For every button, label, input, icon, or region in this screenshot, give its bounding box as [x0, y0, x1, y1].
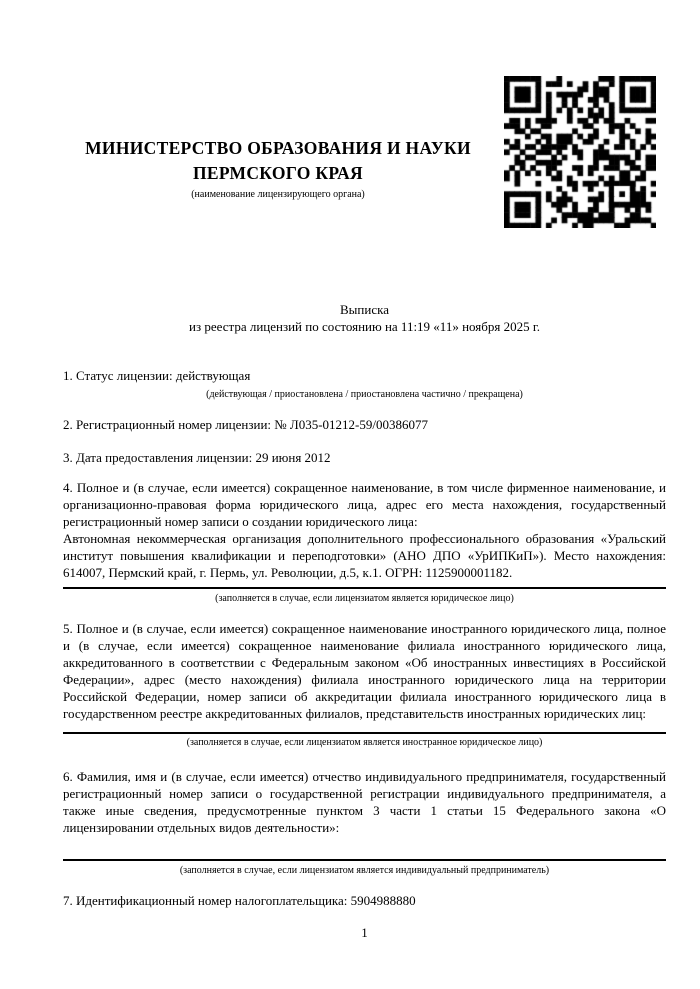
document-title-line1: Выписка	[340, 302, 389, 317]
item-legal-entity	[63, 479, 666, 605]
license-status-text: 1. Статус лицензии: действующая	[63, 368, 251, 383]
fill-line	[63, 732, 666, 734]
item-license-status	[63, 367, 666, 401]
issuer-header	[63, 136, 493, 201]
issuer-name-line1: МИНИСТЕРСТВО ОБРАЗОВАНИЯ И НАУКИ	[85, 138, 471, 158]
grant-date-text: 3. Дата предоставления лицензии: 29 июня 2012	[63, 450, 331, 465]
legal-entity-question: 4. Полное и (в случае, если имеется) сокращенное наименование, в том числе фирменное наименование, и организационно-правовая форма юридического лица, адрес его места нахождения, государственный регистрационный номер записи о создании юридического лица:	[63, 480, 666, 529]
item-foreign-entity	[63, 620, 666, 749]
foreign-entity-question: 5. Полное и (в случае, если имеется) сокращенное наименование иностранного юридического лица, полное и (в случае, если имеется) сокращенное наименование филиала иностранного юридического лица, аккредитованного в соответствии с Федеральным законом «Об иностранных инвестициях в Российской Федерации», адрес (место нахождения) филиала иностранного юридического лица на территории Российской Федерации, номер записи об аккредитации филиала иностранного юридического лица в государственном реестре аккредитованных филиалов, представительств иностранных юридических лиц:	[63, 621, 666, 721]
fill-line	[63, 587, 666, 589]
issuer-name-line2: ПЕРМСКОГО КРАЯ	[193, 163, 363, 183]
document-title	[63, 301, 666, 335]
foreign-entity-caption: (заполняется в случае, если лицензиатом является иностранное юридическое лицо)	[186, 737, 543, 748]
fill-line	[63, 859, 666, 861]
item-individual-entrepreneur	[63, 768, 666, 877]
individual-entrepreneur-question: 6. Фамилия, имя и (в случае, если имеется) отчество индивидуального предпринимателя, государственный регистрационный номер записи о государственной регистрации индивидуального предпринимателя, а также иные сведения, предусмотренные пунктом 3 части 1 статьи 15 Федерального закона «О лицензировании отдельных видов деятельности»:	[63, 769, 666, 835]
document-content	[0, 136, 700, 941]
item-registration-number	[63, 416, 666, 433]
page-number: 1	[361, 925, 368, 940]
item-grant-date	[63, 449, 666, 466]
license-status-caption: (действующая / приостановлена / приостановлена частично / прекращена)	[206, 389, 523, 400]
taxpayer-number-text: 7. Идентификационный номер налогоплательщика: 5904988880	[63, 893, 416, 908]
issuer-caption: (наименование лицензирующего органа)	[191, 189, 365, 200]
qr-code-icon	[504, 76, 656, 228]
individual-entrepreneur-caption: (заполняется в случае, если лицензиатом является индивидуальный предприниматель)	[179, 865, 550, 876]
legal-entity-answer: Автономная некоммерческая организация дополнительного профессионального образования «Уральский институт повышения квалификации и переподготовки» (АНО ДПО «УрИПКиП»). Место нахождения: 614007, Пермский край, г. Пермь, ул. Революции, д.5, к.1. ОГРН: 1125900001182.	[63, 531, 666, 580]
registration-number-text: 2. Регистрационный номер лицензии: № Л035-01212-59/00386077	[63, 417, 429, 432]
legal-entity-caption: (заполняется в случае, если лицензиатом является юридическое лицо)	[215, 593, 514, 604]
document-title-line2: из реестра лицензий по состоянию на 11:19 «11» ноября 2025 г.	[189, 319, 540, 334]
item-taxpayer-number	[63, 892, 666, 909]
